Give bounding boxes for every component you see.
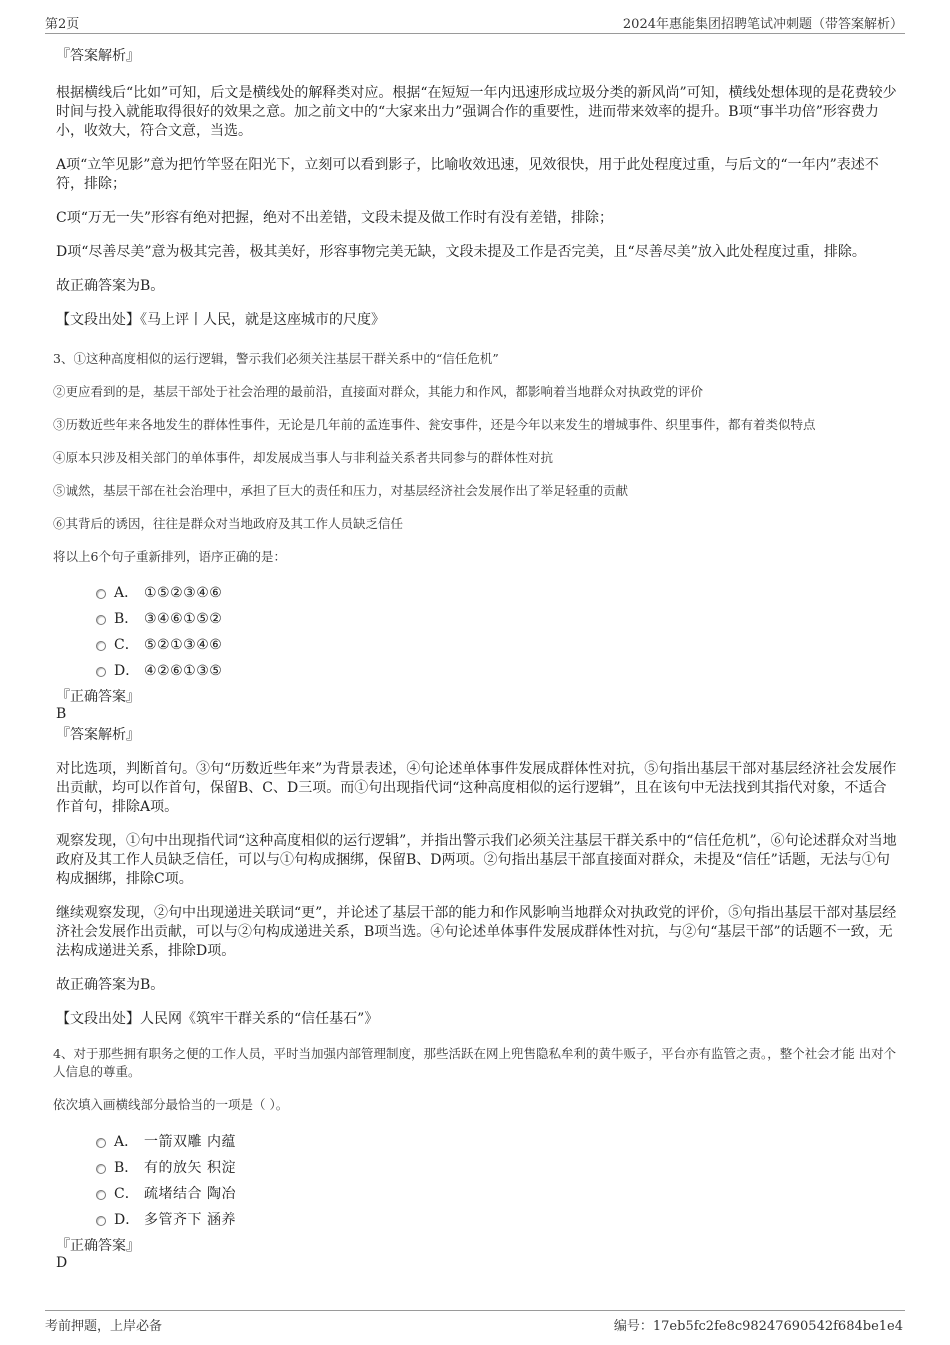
option-letter: C． bbox=[114, 637, 139, 653]
q3-option-b[interactable] bbox=[96, 608, 898, 634]
option-letter: D． bbox=[114, 1212, 140, 1228]
q3-analysis-label: 『答案解析』 bbox=[56, 727, 140, 743]
option-letter: B． bbox=[114, 1160, 139, 1176]
option-text: ③④⑥①⑤② bbox=[144, 611, 223, 627]
q3-sentence: ⑤诚然，基层干部在社会治理中，承担了巨大的责任和压力，对基层经济社会发展作出了举足轻重的贡献 bbox=[53, 483, 629, 498]
option-text: ①⑤②③④⑥ bbox=[144, 585, 223, 601]
q4-answer-label: 『正确答案』 bbox=[56, 1238, 140, 1254]
option-text: ④②⑥①③⑤ bbox=[144, 663, 223, 679]
option-text: 疏堵结合 陶冶 bbox=[144, 1186, 236, 1202]
option-letter: C． bbox=[114, 1186, 139, 1202]
radio-button-icon[interactable] bbox=[96, 1216, 106, 1226]
page-footer bbox=[45, 1310, 905, 1335]
option-text: 多管齐下 涵养 bbox=[144, 1212, 236, 1228]
option-letter: D． bbox=[114, 663, 140, 679]
q3-answer-label: 『正确答案』 bbox=[56, 689, 140, 705]
document-title: 2024年惠能集团招聘笔试冲刺题（带答案解析） bbox=[622, 17, 903, 32]
q3-sentence: ③历数近些年来各地发生的群体性事件，无论是几年前的孟连事件、瓮安事件，还是今年以来发生的增城事件、织里事件，都有着类似特点 bbox=[53, 417, 816, 432]
option-letter: A． bbox=[114, 585, 139, 601]
q2-analysis-paragraph: C项“万无一失”形容有绝对把握，绝对不出差错，文段未提及做工作时有没有差错，排除； bbox=[56, 210, 614, 226]
q4-stem: 4、对于那些拥有职务之便的工作人员，平时当加强内部管理制度，那些活跃在网上兜售隐私牟利的黄牛贩子，平台亦有监管之责。，整个社会才能 出对个人信息的尊重。 bbox=[53, 1046, 897, 1079]
radio-button-icon[interactable] bbox=[96, 589, 106, 599]
q3-analysis-paragraph: 继续观察发现，②句中出现递进关联词“更”，并论述了基层干部的能力和作风影响当地群众对执政党的评价，⑤句指出基层干部对基层经济社会发展作出贡献，可以与②句构成递进关系，B项当选。④句论述单体事件发展成群体性对抗，与②句“基层干部”的话题不一致，无法构成递进关系，排除D项。 bbox=[56, 905, 897, 959]
q4-option-b[interactable] bbox=[96, 1157, 898, 1183]
q2-analysis-paragraph: D项“尽善尽美”意为极其完善，极其美好，形容事物完美无缺，文段未提及工作是否完美，且“尽善尽美”放入此处程度过重，排除。 bbox=[56, 244, 866, 260]
option-letter: A． bbox=[114, 1134, 139, 1150]
q4-option-c[interactable] bbox=[96, 1183, 898, 1209]
option-letter: B． bbox=[114, 611, 139, 627]
q3-option-d[interactable] bbox=[96, 660, 898, 686]
option-text: 有的放矢 积淀 bbox=[144, 1160, 236, 1176]
q2-conclusion: 故正确答案为B。 bbox=[56, 278, 165, 294]
q2-analysis-label: 『答案解析』 bbox=[56, 48, 140, 64]
page-content bbox=[53, 40, 898, 1272]
q4-option-a[interactable] bbox=[96, 1131, 898, 1157]
q2-source: 【文段出处】《马上评丨人民，就是这座城市的尺度》 bbox=[56, 312, 385, 328]
q4-options bbox=[56, 1131, 898, 1235]
q3-answer: B bbox=[56, 706, 67, 722]
q3-conclusion: 故正确答案为B。 bbox=[56, 977, 165, 993]
q3-source: 【文段出处】人民网《筑牢干群关系的“信任基石”》 bbox=[56, 1011, 379, 1027]
q4-option-d[interactable] bbox=[96, 1209, 898, 1235]
q2-analysis-paragraph: A项“立竿见影”意为把竹竿竖在阳光下，立刻可以看到影子，比喻收效迅速，见效很快，用于此处程度过重，与后文的“一年内”表述不符，排除； bbox=[56, 157, 879, 192]
q3-sentence: ⑥其背后的诱因，往往是群众对当地政府及其工作人员缺乏信任 bbox=[53, 516, 404, 531]
document-id: 编号：17eb5fc2fe8c98247690542f684be1e4 bbox=[613, 1319, 903, 1334]
radio-button-icon[interactable] bbox=[96, 1164, 106, 1174]
q3-prompt: 将以上6个句子重新排列，语序正确的是： bbox=[53, 549, 286, 564]
q3-analysis-paragraph: 观察发现，①句中出现指代词“这种高度相似的运行逻辑”，并指出警示我们必须关注基层干群关系中的“信任危机”，⑥句论述群众对当地政府及其工作人员缺乏信任，可以与①句构成捆绑，保留B、D两项。②句指出基层干部直接面对群众，未提及“信任”话题，无法与①句构成捆绑，排除C项。 bbox=[56, 833, 897, 887]
radio-button-icon[interactable] bbox=[96, 641, 106, 651]
q3-option-c[interactable] bbox=[96, 634, 898, 660]
radio-button-icon[interactable] bbox=[96, 1138, 106, 1148]
option-text: 一箭双雕 内蕴 bbox=[144, 1134, 236, 1150]
q3-sentence: ④原本只涉及相关部门的单体事件，却发展成当事人与非利益关系者共同参与的群体性对抗 bbox=[53, 450, 554, 465]
q4-answer: D bbox=[56, 1255, 68, 1271]
q2-analysis-paragraph: 根据横线后“比如”可知，后文是横线处的解释类对应。根据“在短短一年内迅速形成垃圾分类的新风尚”可知，横线处想体现的是花费较少时间与投入就能取得很好的效果之意。加之前文中的“大家来出力”强调合作的重要性，进而带来效率的提升。B项“事半功倍”形容费力小，收效大，符合文意，当选。 bbox=[56, 85, 897, 139]
page-number: 第2页 bbox=[45, 17, 80, 32]
page-header bbox=[45, 11, 905, 34]
q3-sentence: 3、①这种高度相似的运行逻辑，警示我们必须关注基层干群关系中的“信任危机” bbox=[53, 351, 499, 366]
radio-button-icon[interactable] bbox=[96, 667, 106, 677]
q3-sentence: ②更应看到的是，基层干部处于社会治理的最前沿，直接面对群众，其能力和作风，都影响着当地群众对执政党的评价 bbox=[53, 384, 704, 399]
footer-slogan: 考前押题，上岸必备 bbox=[45, 1319, 163, 1334]
q4-prompt: 依次填入画横线部分最恰当的一项是（ ）。 bbox=[53, 1097, 289, 1112]
radio-button-icon[interactable] bbox=[96, 615, 106, 625]
radio-button-icon[interactable] bbox=[96, 1190, 106, 1200]
q3-option-a[interactable] bbox=[96, 582, 898, 608]
q3-analysis-paragraph: 对比选项，判断首句。③句“历数近些年来”为背景表述，④句论述单体事件发展成群体性对抗，⑤句指出基层干部对基层经济社会发展作出贡献，均可以作首句，保留B、C、D三项。而①句出现指代词“这种高度相似的运行逻辑”，且在该句中无法找到其指代对象，不适合作首句，排除A项。 bbox=[56, 761, 897, 815]
option-text: ⑤②①③④⑥ bbox=[144, 637, 223, 653]
q3-options bbox=[56, 582, 898, 686]
